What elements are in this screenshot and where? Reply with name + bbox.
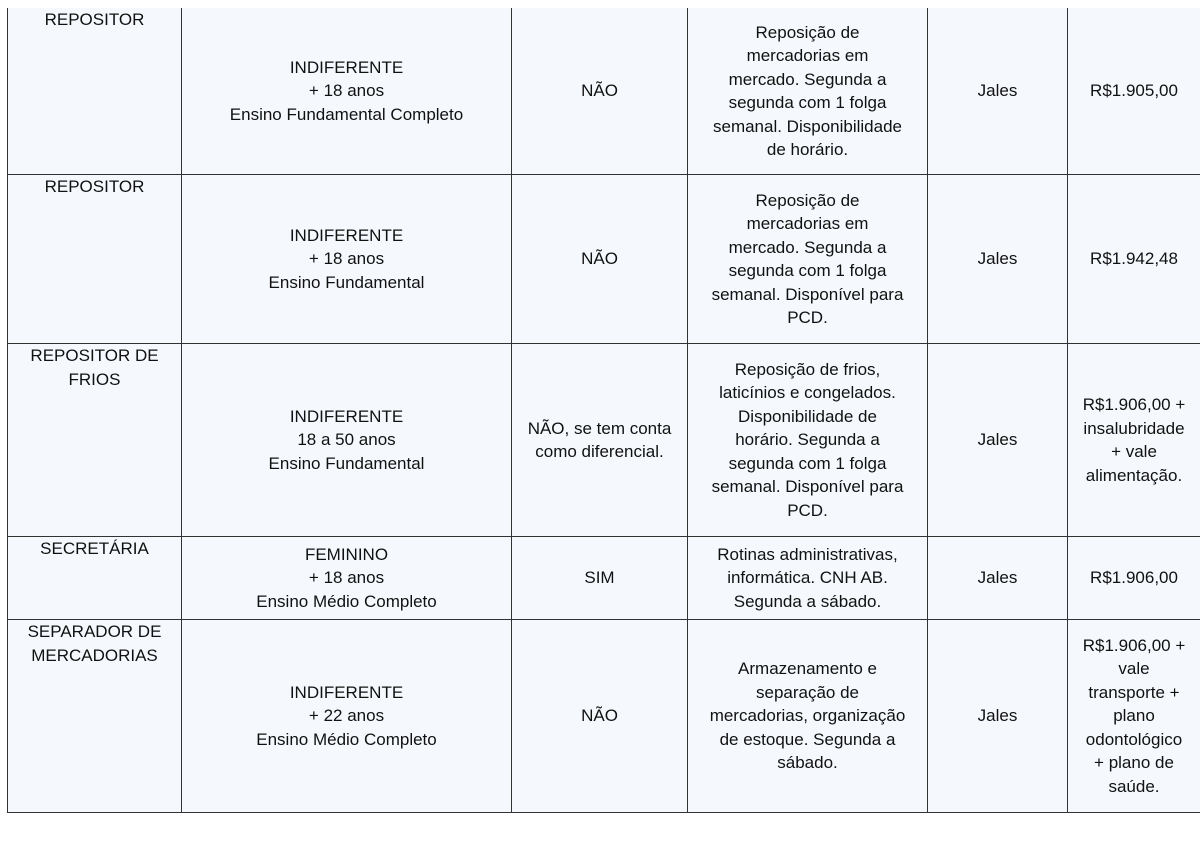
description-cell: Reposição de mercadorias em mercado. Segunda a segunda com 1 folga semanal. Disponível para PCD. bbox=[688, 175, 928, 344]
table-row bbox=[8, 344, 1200, 537]
experience-cell: NÃO, se tem conta como diferencial. bbox=[512, 344, 688, 537]
job-title-cell: REPOSITOR bbox=[8, 175, 182, 344]
table-row bbox=[8, 620, 1200, 813]
requirements-cell: INDIFERENTE + 22 anos Ensino Médio Completo bbox=[182, 620, 512, 813]
description-cell: Reposição de mercadorias em mercado. Segunda a segunda com 1 folga semanal. Disponibilidade de horário. bbox=[688, 8, 928, 175]
requirements-cell: FEMININO + 18 anos Ensino Médio Completo bbox=[182, 537, 512, 620]
job-title-cell: REPOSITOR bbox=[8, 8, 182, 175]
job-title-cell: SEPARADOR DE MERCADORIAS bbox=[8, 620, 182, 813]
city-cell: Jales bbox=[928, 344, 1068, 537]
requirements-cell: INDIFERENTE 18 a 50 anos Ensino Fundamental bbox=[182, 344, 512, 537]
table-row bbox=[8, 8, 1200, 175]
city-cell: Jales bbox=[928, 175, 1068, 344]
description-cell: Rotinas administrativas, informática. CNH AB. Segunda a sábado. bbox=[688, 537, 928, 620]
job-title-cell: SECRETÁRIA bbox=[8, 537, 182, 620]
job-title-cell: REPOSITOR DE FRIOS bbox=[8, 344, 182, 537]
salary-cell: R$1.905,00 bbox=[1068, 8, 1200, 175]
experience-cell: SIM bbox=[512, 537, 688, 620]
experience-cell: NÃO bbox=[512, 8, 688, 175]
description-cell: Reposição de frios, laticínios e congelados. Disponibilidade de horário. Segunda a segunda com 1 folga semanal. Disponível para PCD. bbox=[688, 344, 928, 537]
city-cell: Jales bbox=[928, 620, 1068, 813]
salary-cell: R$1.906,00 + insalubridade + vale alimentação. bbox=[1068, 344, 1200, 537]
table-row bbox=[8, 537, 1200, 620]
salary-cell: R$1.942,48 bbox=[1068, 175, 1200, 344]
requirements-cell: INDIFERENTE + 18 anos Ensino Fundamental Completo bbox=[182, 8, 512, 175]
experience-cell: NÃO bbox=[512, 175, 688, 344]
city-cell: Jales bbox=[928, 8, 1068, 175]
table-row bbox=[8, 175, 1200, 344]
salary-cell: R$1.906,00 bbox=[1068, 537, 1200, 620]
experience-cell: NÃO bbox=[512, 620, 688, 813]
city-cell: Jales bbox=[928, 537, 1068, 620]
description-cell: Armazenamento e separação de mercadorias, organização de estoque. Segunda a sábado. bbox=[688, 620, 928, 813]
salary-cell: R$1.906,00 + vale transporte + plano odontológico + plano de saúde. bbox=[1068, 620, 1200, 813]
requirements-cell: INDIFERENTE + 18 anos Ensino Fundamental bbox=[182, 175, 512, 344]
job-listings-table bbox=[7, 8, 1200, 813]
